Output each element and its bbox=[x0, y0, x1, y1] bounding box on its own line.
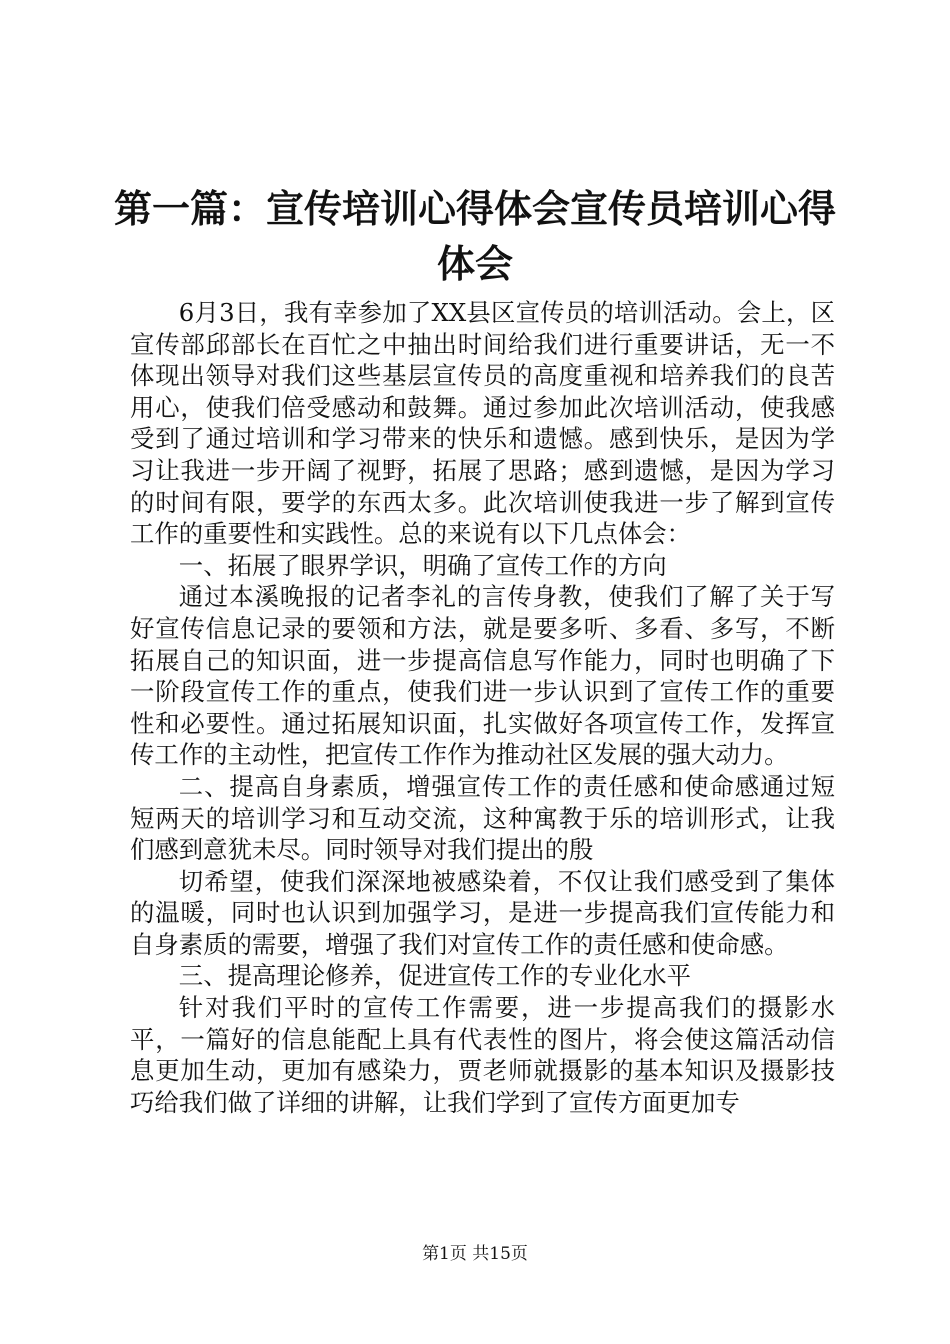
section-heading-1: 一、拓展了眼界学识，明确了宣传工作的方向 bbox=[178, 550, 667, 580]
page-number-footer: 第1页 共15页 bbox=[422, 1244, 528, 1264]
paragraph-intro: 6月3日，我有幸参加了XX县区宣传员的培训活动。会上，区宣传部邱部长在百忙之中抽出时间给我们进行重要讲话，无一不体现出领导对我们这些基层宣传员的高度重视和培养我们的良苦用心，使我们倍受感动和鼓舞。通过参加此次培训活动，使我感受到了通过培训和学习带来的快乐和遗憾。感到快乐，是因为学习让我进一步开阔了视野，拓展了思路；感到遗憾，是因为学习的时间有限，要学的东西太多。此次培训使我进一步了解到宣传工作的重要性和实践性。总的来说有以下几点体会： bbox=[130, 298, 835, 549]
paragraph-section-1: 通过本溪晚报的记者李礼的言传身教，使我们了解了关于写好宣传信息记录的要领和方法，就是要多听、多看、多写，不断拓展自己的知识面，进一步提高信息写作能力，同时也明确了下一阶段宣传工作的重点，使我们进一步认识到了宣传工作的重要性和必要性。通过拓展知识面，扎实做好各项宣传工作，发挥宣传工作的主动性，把宣传工作作为推动社区发展的强大动力。 bbox=[130, 582, 835, 770]
section-heading-3: 三、提高理论修养，促进宣传工作的专业化水平 bbox=[178, 961, 692, 991]
paragraph-section-2: 切希望，使我们深深地被感染着，不仅让我们感受到了集体的温暖，同时也认识到加强学习，是进一步提高我们宣传能力和自身素质的需要，增强了我们对宣传工作的责任感和使命感。 bbox=[130, 866, 835, 959]
section-heading-2: 二、提高自身素质，增强宣传工作的责任感和使命感通过短短两天的培训学习和互动交流，这种寓教于乐的培训形式，让我们感到意犹未尽。同时领导对我们提出的殷 bbox=[130, 771, 835, 865]
paragraph-section-3: 针对我们平时的宣传工作需要，进一步提高我们的摄影水平，一篇好的信息能配上具有代表性的图片，将会使这篇活动信息更加生动，更加有感染力，贾老师就摄影的基本知识及摄影技巧给我们做了详细的讲解，让我们学到了宣传方面更加专 bbox=[130, 993, 835, 1117]
document-title: 第一篇：宣传培训心得体会宣传员培训心得体会 bbox=[113, 187, 836, 286]
document-body bbox=[130, 297, 835, 1118]
